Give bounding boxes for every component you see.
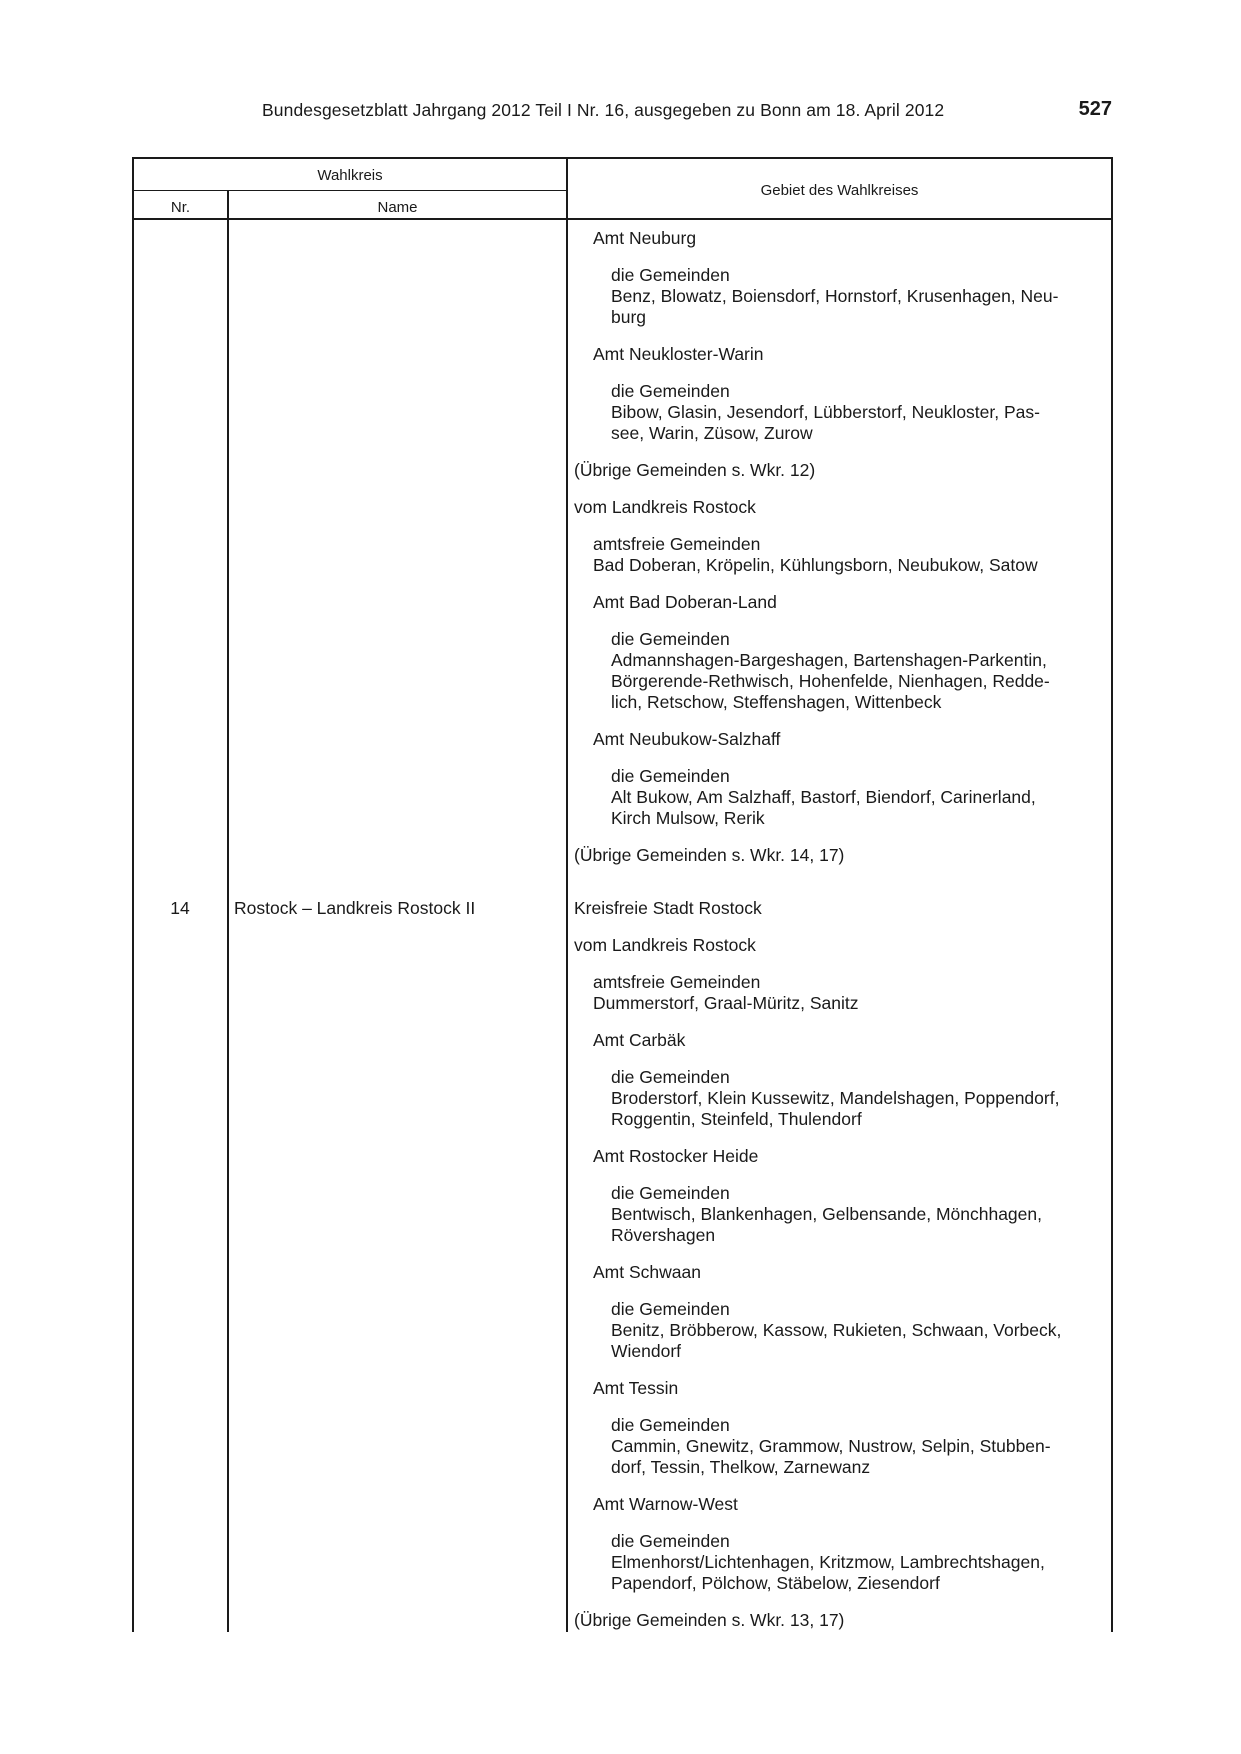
- header-wahlkreis: Wahlkreis: [317, 167, 383, 184]
- gemeinden-label: die Gemeinden: [611, 629, 730, 649]
- table-right-rule: [1111, 157, 1113, 1632]
- wahlkreis-name-14: Rostock – Landkreis Rostock II: [234, 898, 476, 918]
- amt-heading: Amt Rostocker Heide: [593, 1146, 759, 1166]
- gemeinden-label: die Gemeinden: [611, 1183, 730, 1203]
- gemeinden-label: die Gemeinden: [611, 1299, 730, 1319]
- amt-heading: Amt Neukloster-Warin: [593, 344, 764, 364]
- amtsfreie-label: amtsfreie Gemeinden: [593, 534, 761, 554]
- gemeinden-list: Bibow, Glasin, Jesendorf, Lübberstorf, Neukloster, Pas-: [611, 402, 1040, 422]
- gemeinden-list: Admannshagen-Bargeshagen, Bartenshagen-Parkentin,: [611, 650, 1047, 670]
- gemeinden-list: Börgerende-Rethwisch, Hohenfelde, Nienhagen, Redde-: [611, 671, 1050, 691]
- table-col-divider-2: [566, 157, 568, 1632]
- gemeinden-list: Benitz, Bröbberow, Kassow, Rukieten, Schwaan, Vorbeck,: [611, 1320, 1062, 1340]
- gemeinden-label: die Gemeinden: [611, 766, 730, 786]
- gemeinden-list: Benz, Blowatz, Boiensdorf, Hornstorf, Krusenhagen, Neu-: [611, 286, 1059, 306]
- header-nr: Nr.: [170, 199, 191, 216]
- kreisfreie-stadt: Kreisfreie Stadt Rostock: [574, 898, 762, 918]
- amtsfreie-list: Dummerstorf, Graal-Müritz, Sanitz: [593, 993, 859, 1013]
- amt-heading: Amt Neubukow-Salzhaff: [593, 729, 781, 749]
- gemeinden-list: Wiendorf: [611, 1341, 682, 1361]
- amt-heading: Amt Warnow-West: [593, 1494, 738, 1514]
- gemeinden-label: die Gemeinden: [611, 1067, 730, 1087]
- amtsfreie-label: amtsfreie Gemeinden: [593, 972, 761, 992]
- gemeinden-list: Broderstorf, Klein Kussewitz, Mandelshagen, Poppendorf,: [611, 1088, 1060, 1108]
- gemeinden-label: die Gemeinden: [611, 1531, 730, 1551]
- gemeinden-list: Papendorf, Pölchow, Stäbelow, Ziesendorf: [611, 1573, 940, 1593]
- gemeinden-label: die Gemeinden: [611, 265, 730, 285]
- table-head-mid-rule: [132, 190, 567, 191]
- gemeinden-list: dorf, Tessin, Thelkow, Zarnewanz: [611, 1457, 871, 1477]
- gemeinden-label: die Gemeinden: [611, 381, 730, 401]
- landkreis-heading: vom Landkreis Rostock: [574, 497, 756, 517]
- remainder-note: (Übrige Gemeinden s. Wkr. 13, 17): [574, 1610, 845, 1630]
- amtsfreie-list: Bad Doberan, Kröpelin, Kühlungsborn, Neubukow, Satow: [593, 555, 1038, 575]
- gemeinden-list: Alt Bukow, Am Salzhaff, Bastorf, Biendorf, Carinerland,: [611, 787, 1036, 807]
- running-title: Bundesgesetzblatt Jahrgang 2012 Teil I Nr. 16, ausgegeben zu Bonn am 18. April 2012: [262, 100, 945, 120]
- gemeinden-list: lich, Retschow, Steffenshagen, Wittenbeck: [611, 692, 942, 712]
- header-gebiet: Gebiet des Wahlkreises: [760, 182, 919, 199]
- table-top-rule: [132, 157, 1113, 159]
- amt-heading: Amt Tessin: [593, 1378, 679, 1398]
- amt-heading: Amt Schwaan: [593, 1262, 701, 1282]
- gemeinden-list: Rövershagen: [611, 1225, 716, 1245]
- amt-heading: Amt Neuburg: [593, 228, 697, 248]
- header-name: Name: [377, 199, 418, 216]
- gemeinden-list: Bentwisch, Blankenhagen, Gelbensande, Mönchhagen,: [611, 1204, 1042, 1224]
- table-head-bottom-rule: [132, 218, 1113, 220]
- remainder-note: (Übrige Gemeinden s. Wkr. 14, 17): [574, 845, 845, 865]
- gemeinden-list: see, Warin, Züsow, Zurow: [611, 423, 813, 443]
- gemeinden-list: Cammin, Gnewitz, Grammow, Nustrow, Selpin, Stubben-: [611, 1436, 1051, 1456]
- gemeinden-list: Elmenhorst/Lichtenhagen, Kritzmow, Lambrechtshagen,: [611, 1552, 1045, 1572]
- gemeinden-list: Roggentin, Steinfeld, Thulendorf: [611, 1109, 862, 1129]
- remainder-note: (Übrige Gemeinden s. Wkr. 12): [574, 460, 816, 480]
- wahlkreis-nr-14: 14: [170, 898, 190, 918]
- page-number: 527: [1078, 98, 1112, 120]
- amt-heading: Amt Carbäk: [593, 1030, 686, 1050]
- landkreis-heading: vom Landkreis Rostock: [574, 935, 756, 955]
- gemeinden-list: Kirch Mulsow, Rerik: [611, 808, 765, 828]
- table-left-rule: [132, 157, 134, 1632]
- gemeinden-label: die Gemeinden: [611, 1415, 730, 1435]
- amt-heading: Amt Bad Doberan-Land: [593, 592, 777, 612]
- gemeinden-list: burg: [611, 307, 647, 327]
